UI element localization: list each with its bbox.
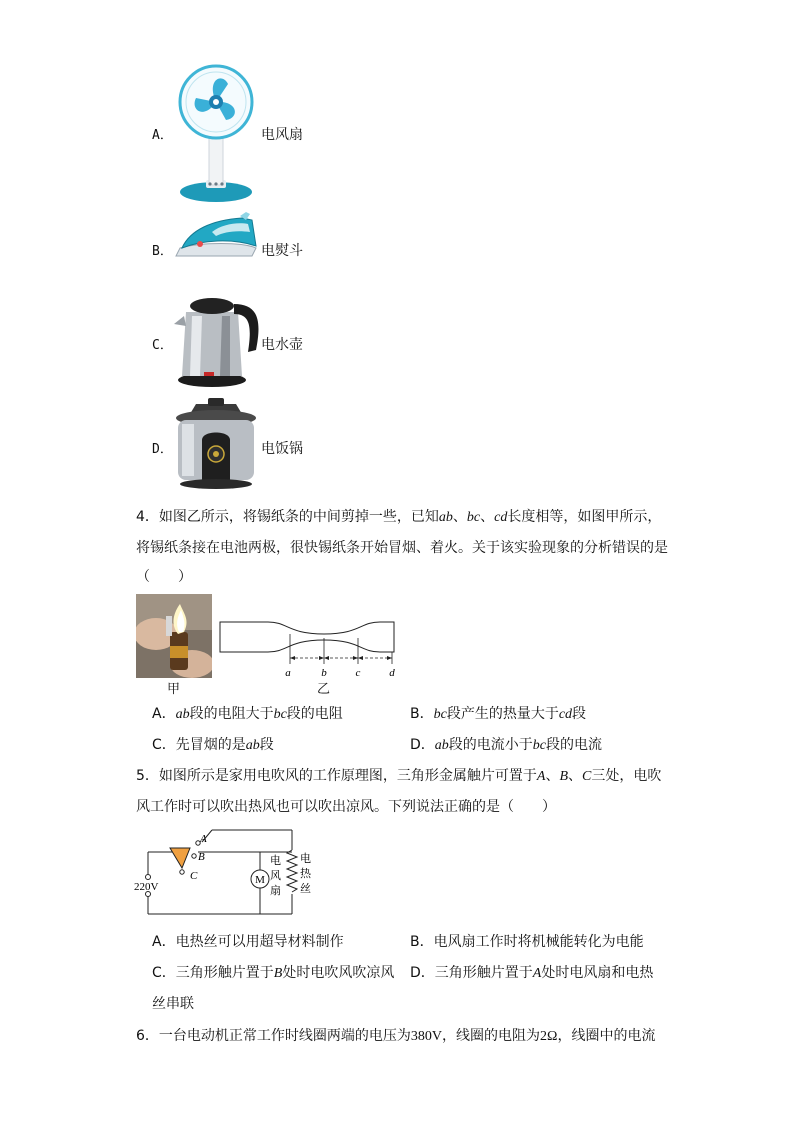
q5-option-d[interactable]: D．三角形触片置于A处时电风扇和电热 <box>410 965 654 981</box>
q4-option-a[interactable]: A．ab段的电阻大于bc段的电阻 <box>152 706 343 722</box>
q4-line-2: 将锡纸条接在电池两极，很快锡纸条开始冒烟、着火。关于该实验现象的分析错误的是 <box>136 540 668 556</box>
q4-answer-paren: （ ） <box>136 569 192 585</box>
option-a-letter: A． <box>152 128 173 143</box>
q5-number: 5． <box>136 768 159 784</box>
fig-yi-label: 乙 <box>317 682 331 697</box>
battery-flame-photo <box>136 594 212 678</box>
electric-kettle-icon <box>172 290 262 390</box>
q5-option-c[interactable]: C．三角形触片置于B处时电吹风吹凉风 <box>152 965 395 981</box>
contact-a-label: A <box>200 833 207 845</box>
point-c-label: c <box>355 667 361 679</box>
q5-line-2: 风工作时可以吹出热风也可以吹出凉风。下列说法正确的是（ ） <box>136 799 556 815</box>
contact-b-label: B <box>198 851 205 863</box>
q5-line-1: 5．如图所示是家用电吹风的工作原理图，三角形金属触片可置于A、B、C三处，电吹 <box>136 768 662 784</box>
option-d-letter: D． <box>152 442 173 457</box>
point-a-label: a <box>285 667 291 679</box>
fan-label-2: 风 <box>270 870 281 882</box>
electric-iron-icon <box>172 212 260 262</box>
q4-option-b[interactable]: B．bc段产生的热量大于cd段 <box>410 706 587 722</box>
q6-number: 6． <box>136 1028 159 1044</box>
fan-label-3: 扇 <box>270 885 281 897</box>
q6-line-1: 6．一台电动机正常工作时线圈两端的电压为380V，线圈的电阻为2Ω，线圈中的电流 <box>136 1028 656 1044</box>
point-d-label: d <box>389 667 395 679</box>
option-c-label: 电水壶 <box>261 337 303 353</box>
heater-label-3: 丝 <box>300 883 311 895</box>
q4-option-c[interactable]: C．先冒烟的是ab段 <box>152 737 274 753</box>
q4-option-d[interactable]: D．ab段的电流小于bc段的电流 <box>410 737 602 753</box>
option-b-label: 电熨斗 <box>261 243 303 259</box>
option-b-letter: B． <box>152 244 173 259</box>
heater-label-1: 电 <box>300 853 311 865</box>
electric-fan-icon <box>176 62 256 204</box>
option-c-letter: C． <box>152 338 173 353</box>
contact-b-point <box>192 854 196 858</box>
q5-option-a[interactable]: A．电热丝可以用超导材料制作 <box>152 934 344 950</box>
q4-line-1: 4．如图乙所示，将锡纸条的中间剪掉一些，已知ab、bc、cd长度相等，如图甲所示， <box>136 509 662 525</box>
heater-label-2: 热 <box>300 868 311 880</box>
contact-c-point <box>180 870 184 874</box>
tin-foil-strip-diagram <box>218 618 398 684</box>
point-b-label: b <box>321 667 327 679</box>
motor-label: M <box>255 874 265 886</box>
option-a-label: 电风扇 <box>261 127 303 143</box>
q5-option-d-continuation: 丝串联 <box>152 996 194 1012</box>
fig-jia-label: 甲 <box>167 682 181 697</box>
contact-c-label: C <box>190 870 198 882</box>
voltage-label: 220V <box>134 881 159 893</box>
hair-dryer-circuit-diagram <box>132 822 332 920</box>
rice-cooker-icon <box>172 396 262 492</box>
fan-label-1: 电 <box>270 855 281 867</box>
q5-option-b[interactable]: B．电风扇工作时将机械能转化为电能 <box>410 934 644 950</box>
option-d-label: 电饭锅 <box>261 441 303 457</box>
q4-number: 4． <box>136 509 159 525</box>
